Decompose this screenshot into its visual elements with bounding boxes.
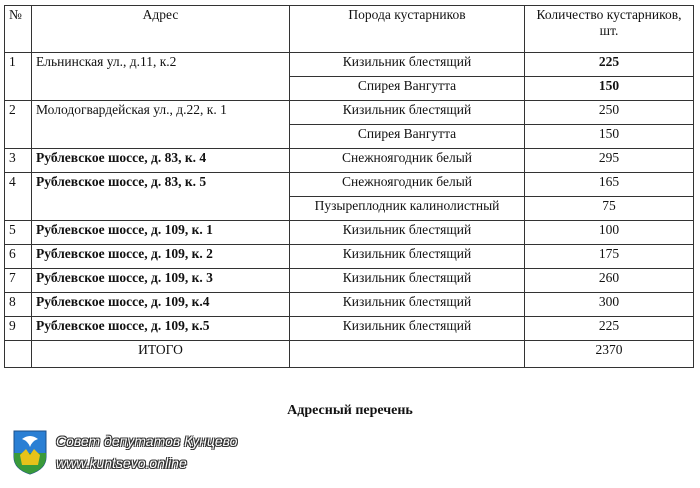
row-address: Рублевское шоссе, д. 109, к. 2 xyxy=(32,245,290,269)
municipal-crest-icon xyxy=(12,429,48,475)
row-num: 1 xyxy=(5,53,32,101)
table-row xyxy=(5,173,694,197)
table-row xyxy=(5,245,694,269)
row-quantity: 225 xyxy=(525,317,694,341)
total-num-cell xyxy=(5,341,32,368)
row-quantity: 75 xyxy=(525,197,694,221)
row-quantity: 300 xyxy=(525,293,694,317)
row-species: Спирея Вангутта xyxy=(290,125,525,149)
row-quantity: 150 xyxy=(525,125,694,149)
table-row xyxy=(5,101,694,125)
header-num: № xyxy=(5,6,32,53)
table-row xyxy=(5,269,694,293)
total-row xyxy=(5,341,694,368)
table-row xyxy=(5,53,694,77)
table-row xyxy=(5,221,694,245)
total-label: ИТОГО xyxy=(32,341,290,368)
row-quantity: 175 xyxy=(525,245,694,269)
row-species: Кизильник блестящий xyxy=(290,317,525,341)
table-row xyxy=(5,293,694,317)
watermark-title: Совет депутатов Кунцево xyxy=(56,433,238,449)
row-quantity: 150 xyxy=(525,77,694,101)
row-address: Рублевское шоссе, д. 83, к. 4 xyxy=(32,149,290,173)
row-address: Рублевское шоссе, д. 109, к. 3 xyxy=(32,269,290,293)
row-species: Кизильник блестящий xyxy=(290,53,525,77)
row-quantity: 295 xyxy=(525,149,694,173)
watermark xyxy=(12,427,242,479)
row-address: Ельнинская ул., д.11, к.2 xyxy=(32,53,290,101)
row-species: Снежноягодник белый xyxy=(290,149,525,173)
row-num: 6 xyxy=(5,245,32,269)
row-num: 5 xyxy=(5,221,32,245)
row-address: Молодогвардейская ул., д.22, к. 1 xyxy=(32,101,290,149)
row-num: 2 xyxy=(5,101,32,149)
row-num: 9 xyxy=(5,317,32,341)
row-num: 3 xyxy=(5,149,32,173)
row-quantity: 260 xyxy=(525,269,694,293)
row-species: Кизильник блестящий xyxy=(290,245,525,269)
shrubs-table xyxy=(4,5,694,368)
header-address: Адрес xyxy=(32,6,290,53)
table-header-row xyxy=(5,6,694,53)
total-empty-cell xyxy=(290,341,525,368)
table-row xyxy=(5,149,694,173)
row-species: Кизильник блестящий xyxy=(290,101,525,125)
header-quantity: Количество кустарников, шт. xyxy=(525,6,694,53)
row-address: Рублевское шоссе, д. 109, к.5 xyxy=(32,317,290,341)
row-num: 8 xyxy=(5,293,32,317)
row-address: Рублевское шоссе, д. 109, к. 1 xyxy=(32,221,290,245)
row-quantity: 100 xyxy=(525,221,694,245)
document-caption: Адресный перечень xyxy=(287,403,413,418)
row-address: Рублевское шоссе, д. 83, к. 5 xyxy=(32,173,290,221)
table-row xyxy=(5,317,694,341)
row-species: Кизильник блестящий xyxy=(290,221,525,245)
row-species: Кизильник блестящий xyxy=(290,293,525,317)
row-species: Кизильник блестящий xyxy=(290,269,525,293)
header-species: Порода кустарников xyxy=(290,6,525,53)
row-species: Спирея Вангутта xyxy=(290,77,525,101)
row-quantity: 165 xyxy=(525,173,694,197)
row-quantity: 225 xyxy=(525,53,694,77)
row-address: Рублевское шоссе, д. 109, к.4 xyxy=(32,293,290,317)
row-species: Снежноягодник белый xyxy=(290,173,525,197)
total-quantity: 2370 xyxy=(525,341,694,368)
row-num: 4 xyxy=(5,173,32,221)
row-quantity: 250 xyxy=(525,101,694,125)
row-num: 7 xyxy=(5,269,32,293)
watermark-url: www.kuntsevo.online xyxy=(56,455,187,471)
row-species: Пузыреплодник калинолистный xyxy=(290,197,525,221)
